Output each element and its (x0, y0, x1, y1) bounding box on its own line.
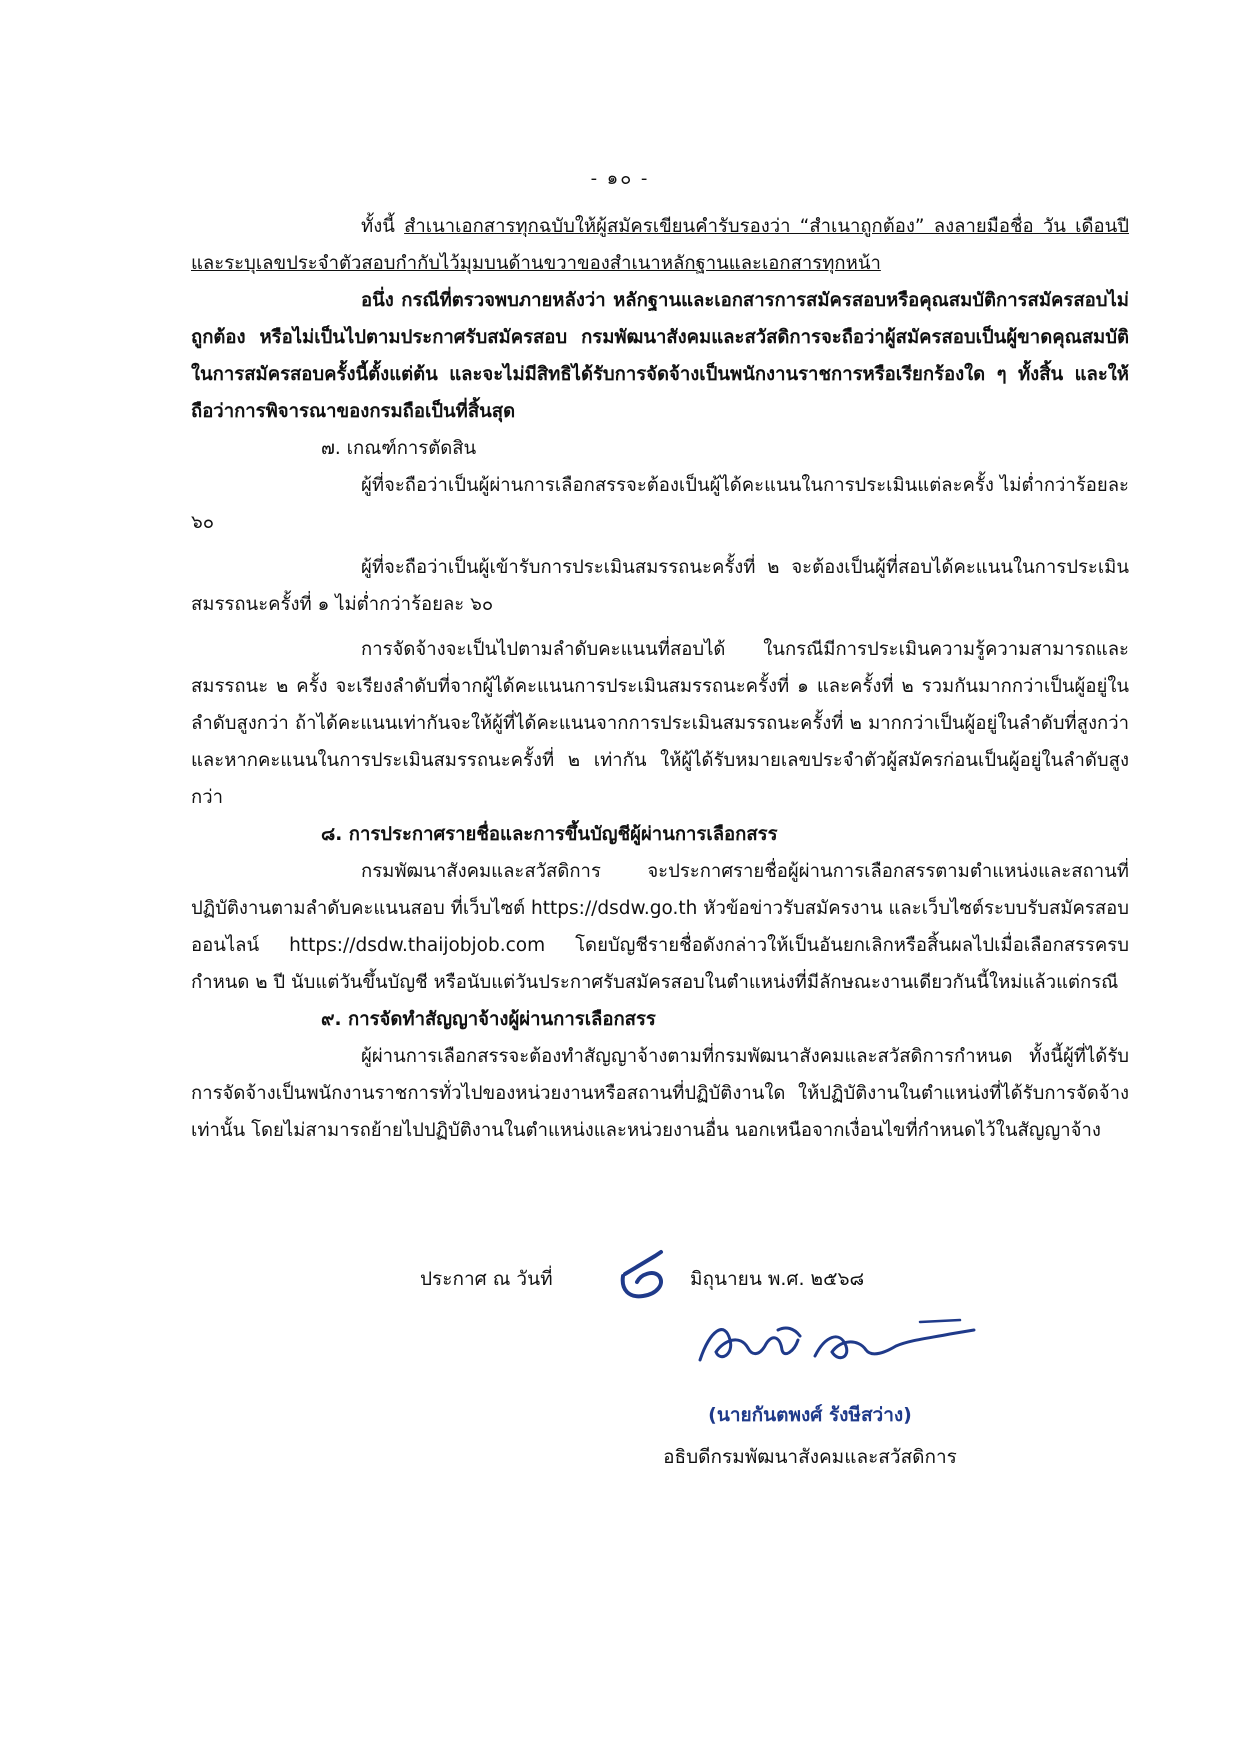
signer-name: (นายกันตพงศ์ รังษีสว่าง) (708, 1404, 912, 1426)
page-number: - ๑๐ - (590, 168, 650, 189)
paragraph-8: กรมพัฒนาสังคมและสวัสดิการ จะประกาศรายชื่อผู้ผ่านการเลือกสรรตามตำแหน่งและสถานที่ปฏิบัติงานตามลำดับคะแนนสอบ ที่เว็บไซต์ https://dsdw.go.th หัวข้อข่าวรับสมัครงาน และเว็บไซต์ระบบรับสมัครสอบออนไลน์ https://dsdw.thaijobjob.com โดยบัญชีรายชื่อดังกล่าวให้เป็นอันยกเลิกหรือสิ้นผลไปเมื่อเลือกสรรครบกำหนด ๒ ปี นับแต่วันขึ้นบัญชี หรือนับแต่วันประกาศรับสมัครสอบในตำแหน่งที่มีลักษณะงานเดียวกันนี้ใหม่แล้วแต่กรณี (191, 861, 1129, 993)
signature-icon (690, 1300, 980, 1380)
paragraph-disqualification: อนึ่ง กรณีที่ตรวจพบภายหลังว่า หลักฐานและเอกสารการสมัครสอบหรือคุณสมบัติการสมัครสอบไม่ถูกต้อง หรือไม่เป็นไปตามประกาศรับสมัครสอบ กรมพัฒนาสังคมและสวัสดิการจะถือว่าผู้สมัครสอบเป็นผู้ขาดคุณสมบัติในการสมัครสอบครั้งนี้ตั้งแต่ต้น และจะไม่มีสิทธิได้รับการจัดจ้างเป็นพนักงานราชการหรือเรียกร้องใด ๆ ทั้งสิ้น และให้ถือว่าการพิจารณาของกรมถือเป็นที่สิ้นสุด (191, 290, 1129, 422)
paragraph-7a: ผู้ที่จะถือว่าเป็นผู้ผ่านการเลือกสรรจะต้องเป็นผู้ได้คะแนนในการประเมินแต่ละครั้ง ไม่ต่ำกว่าร้อยละ ๖๐ (191, 475, 1129, 533)
announcement-month-year: มิถุนายน พ.ศ. ๒๕๖๘ (690, 1268, 865, 1290)
section-heading-7: ๗. เกณฑ์การตัดสิน (321, 438, 477, 459)
document-body (191, 208, 1129, 1149)
paragraph-7b: ผู้ที่จะถือว่าเป็นผู้เข้ารับการประเมินสมรรถนะครั้งที่ ๒ จะต้องเป็นผู้ที่สอบได้คะแนนในการประเมินสมรรถนะครั้งที่ ๑ ไม่ต่ำกว่าร้อยละ ๖๐ (191, 557, 1129, 615)
underlined-instruction: สำเนาเอกสารทุกฉบับให้ผู้สมัครเขียนคำรับรองว่า “สำเนาถูกต้อง” ลงลายมือชื่อ วัน เดือนปี และระบุเลขประจำตัวสอบกำกับไว้มุมบนด้านขวาของสำเนาหลักฐานและเอกสารทุกหน้า (191, 216, 1129, 274)
paragraph-lead: ทั้งนี้ (361, 216, 405, 237)
announcement-date-line (420, 1250, 1020, 1300)
paragraph-copy-certification (191, 208, 1129, 282)
announcement-prefix: ประกาศ ณ วันที่ (420, 1268, 553, 1290)
paragraph-9: ผู้ผ่านการเลือกสรรจะต้องทำสัญญาจ้างตามที่กรมพัฒนาสังคมและสวัสดิการกำหนด ทั้งนี้ผู้ที่ได้รับการจัดจ้างเป็นพนักงานราชการทั่วไปของหน่วยงานหรือสถานที่ปฏิบัติงานใด ให้ปฏิบัติงานในตำแหน่งที่ได้รับการจัดจ้างเท่านั้น โดยไม่สามารถย้ายไปปฏิบัติงานในตำแหน่งและหน่วยงานอื่น นอกเหนือจากเงื่อนไขที่กำหนดไว้ในสัญญาจ้าง (191, 1046, 1129, 1141)
section-heading-8: ๘. การประกาศรายชื่อและการขึ้นบัญชีผู้ผ่านการเลือกสรร (321, 824, 778, 845)
handwritten-day-icon (615, 1246, 675, 1302)
signer-title: อธิบดีกรมพัฒนาสังคมและสวัสดิการ (663, 1446, 957, 1468)
section-heading-9: ๙. การจัดทำสัญญาจ้างผู้ผ่านการเลือกสรร (321, 1009, 656, 1030)
paragraph-7c: การจัดจ้างจะเป็นไปตามลำดับคะแนนที่สอบได้ ในกรณีมีการประเมินความรู้ความสามารถและสมรรถนะ ๒ ครั้ง จะเรียงลำดับที่จากผู้ได้คะแนนการประเมินสมรรถนะครั้งที่ ๑ และครั้งที่ ๒ รวมกันมากกว่าเป็นผู้อยู่ในลำดับสูงกว่า ถ้าได้คะแนนเท่ากันจะให้ผู้ที่ได้คะแนนจากการประเมินสมรรถนะครั้งที่ ๒ มากกว่าเป็นผู้อยู่ในลำดับที่สูงกว่า และหากคะแนนในการประเมินสมรรถนะครั้งที่ ๒ เท่ากัน ให้ผู้ได้รับหมายเลขประจำตัวผู้สมัครก่อนเป็นผู้อยู่ในลำดับสูงกว่า (191, 639, 1129, 808)
